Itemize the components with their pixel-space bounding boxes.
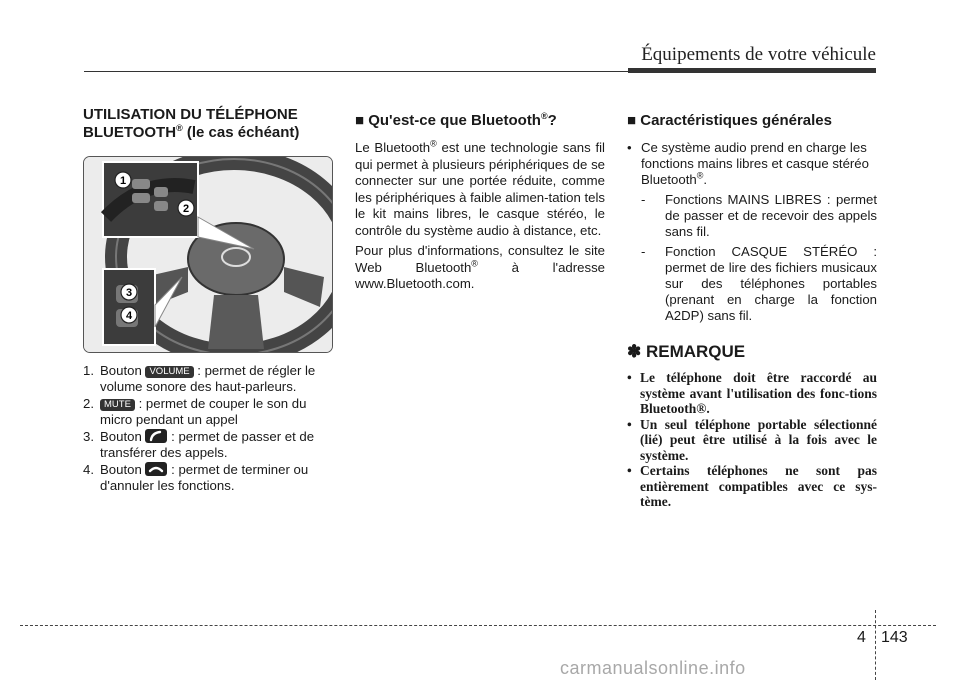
- list-item: • Certains téléphones ne sont pas entièrement compatibles avec ce sys-tème.: [627, 463, 877, 510]
- callout-4: [120, 306, 138, 329]
- list-item: 4. Bouton : permet de terminer ou d'annuler les fonctions.: [83, 462, 309, 493]
- svg-text:4: 4: [125, 310, 133, 322]
- svg-text:3: 3: [125, 287, 133, 299]
- end-call-icon: [145, 462, 167, 476]
- mute-button-label: MUTE: [100, 399, 135, 411]
- chapter-number: 4: [857, 629, 866, 646]
- list-item: 2. MUTE : permet de couper le son du micro pendant un appel: [83, 396, 307, 427]
- remark-list: [627, 370, 877, 510]
- bluetooth-definition: Le Bluetooth® est une technologie sans fil qui permet à plusieurs périphériques de se connecter sur une portée réduite, comme les périphériques à faible alimen-tation tels le kit mains libres, le casque stéréo, le contrôle du système audio à distance, etc.: [355, 138, 605, 238]
- what-is-bluetooth-heading: ■ Qu'est-ce que Bluetooth®?: [355, 111, 557, 129]
- watermark: carmanualsonline.info: [560, 658, 746, 678]
- svg-text:2: 2: [182, 203, 190, 215]
- section-title: Équipements de votre véhicule: [641, 44, 876, 65]
- list-item: • Ce système audio prend en charge les fonctions mains libres et casque stéréo Bluetooth®. - Fonctions MAINS LIBRES : permet de passer et de recevoir des appels sans fil. - Fonction CASQUE STÉRÉO : permet de lire des fichiers musicaux sur des téléphones portables (prenant en charge la fonction A2DP) sans fil.: [627, 140, 877, 324]
- button-list: [83, 363, 333, 494]
- general-features-heading: ■ Caractéristiques générales: [627, 112, 832, 129]
- bluetooth-info: Pour plus d'informations, consultez le site Web Bluetooth® à l'adresse www.Bluetooth.com.: [355, 243, 605, 291]
- remark-heading: ✽ REMARQUE: [627, 342, 746, 361]
- column-what-is-bluetooth: [355, 106, 605, 297]
- svg-text:1: 1: [119, 175, 127, 187]
- column-bluetooth-usage: [83, 106, 333, 495]
- list-item: • Le téléphone doit être raccordé au système avant l'utilisation des fonc-tions Bluetooth®.: [627, 370, 877, 417]
- header-rule-accent: [628, 68, 876, 73]
- callout-1: [114, 171, 132, 194]
- feature-sub-list: [641, 192, 877, 324]
- list-item: - Fonctions MAINS LIBRES : permet de passer et de recevoir des appels sans fil.: [641, 192, 877, 239]
- callout-3: [120, 283, 138, 306]
- list-item: - Fonction CASQUE STÉRÉO : permet de lire des fichiers musicaux sur des téléphones portables (prenant en charge la fonction A2DP) sans fil.: [641, 244, 877, 323]
- list-item: • Un seul téléphone portable sélectionné (lié) peut être utilisé à la fois avec le système.: [627, 417, 877, 464]
- call-icon: [145, 429, 167, 443]
- list-item: 1. Bouton VOLUME : permet de régler le volume sonore des haut-parleurs.: [83, 363, 316, 394]
- footer-rule: [20, 625, 936, 626]
- callout-2: [177, 199, 195, 222]
- bluetooth-usage-heading: UTILISATION DU TÉLÉPHONE BLUETOOTH® (le cas échéant): [83, 106, 300, 141]
- volume-button-label: VOLUME: [145, 366, 193, 378]
- remark-icon: ✽: [627, 342, 642, 361]
- features-list: [627, 140, 877, 324]
- page-number: 143: [881, 629, 908, 646]
- column-general-features: [627, 106, 877, 510]
- list-item: 3. Bouton : permet de passer et de transférer des appels.: [83, 429, 315, 460]
- footer-separator: [875, 610, 876, 680]
